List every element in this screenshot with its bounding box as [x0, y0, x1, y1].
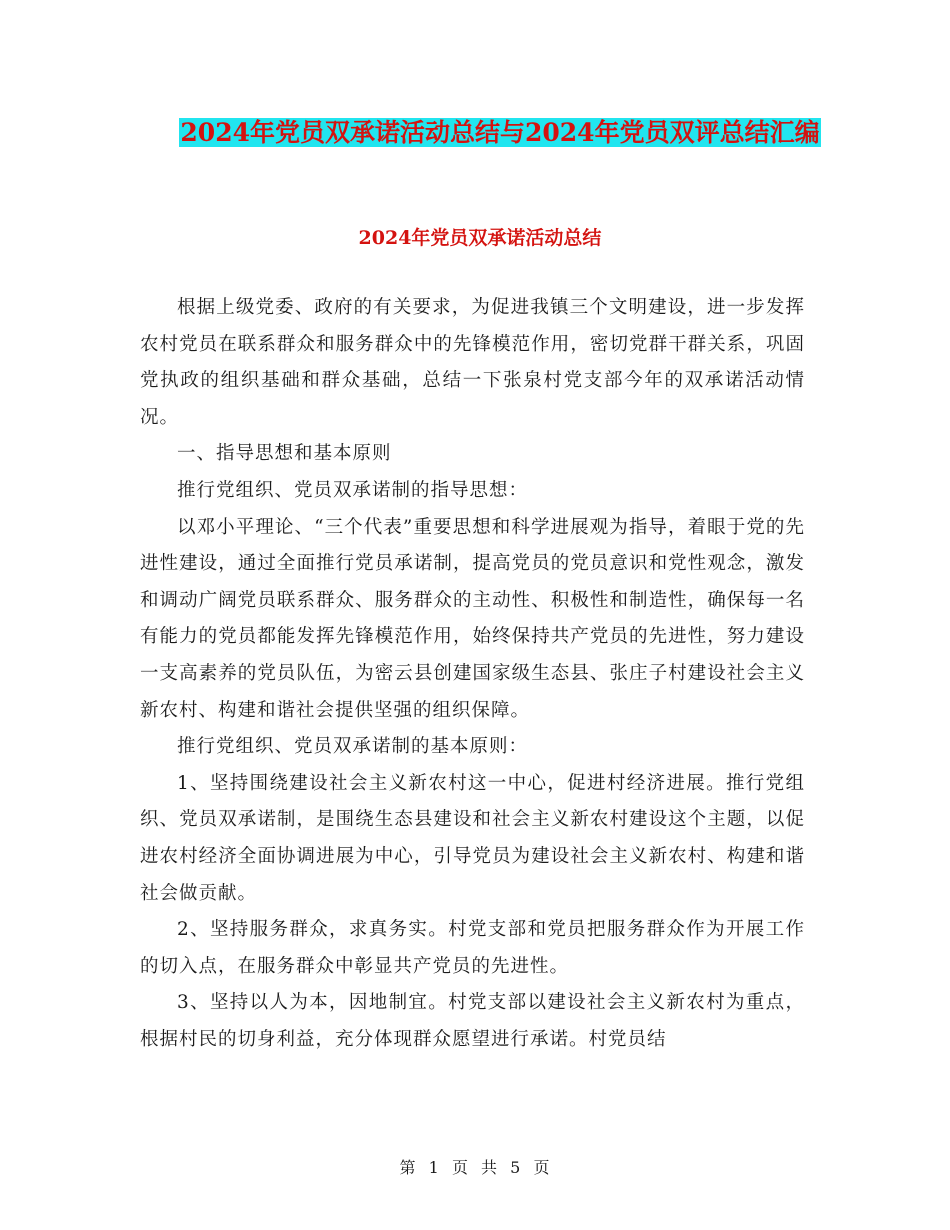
body-paragraph: 推行党组织、党员双承诺制的基本原则： — [177, 736, 529, 758]
footer-page-number: 1 — [428, 1158, 440, 1177]
footer-suffix: 页 — [533, 1158, 551, 1177]
body-paragraph: 3、坚持以人为本，因地制宜。村党支部以建设社会主义新农村为重点，根据村民的切身利益，充分体现群众愿望进行承诺。村党员结 — [140, 992, 805, 1050]
section-title: 2024年党员双承诺活动总结 — [358, 227, 602, 249]
footer-mid: 页 — [451, 1158, 469, 1177]
document-body — [140, 290, 805, 1058]
footer-total-prefix: 共 — [481, 1158, 499, 1177]
body-paragraph: 根据上级党委、政府的有关要求，为促进我镇三个文明建设，进一步发挥农村党员在联系群众和服务群众中的先锋模范作用，密切党群干群关系，巩固党执政的组织基础和群众基础，总结一下张泉村党支部今年的双承诺活动情况。 — [140, 297, 805, 428]
document-title — [140, 112, 860, 154]
body-paragraph: 以邓小平理论、“三个代表”重要思想和科学进展观为指导，着眼于党的先进性建设，通过全面推行党员承诺制，提高党员的党员意识和党性观念，激发和调动广阔党员联系群众、服务群众的主动性、积极性和制造性，确保每一名有能力的党员都能发挥先锋模范作用，始终保持共产党员的先进性，努力建设一支高素养的党员队伍，为密云县创建国家级生态县、张庄子村建设社会主义新农村、构建和谐社会提供坚强的组织保障。 — [140, 516, 805, 721]
footer-prefix: 第 — [399, 1158, 417, 1177]
section-heading: 一、指导思想和基本原则 — [177, 443, 392, 465]
body-paragraph: 推行党组织、党员双承诺制的指导思想： — [177, 479, 529, 501]
page-footer — [0, 1155, 950, 1178]
document-title-text: 2024年党员双承诺活动总结与2024年党员双评总结汇编 — [180, 118, 820, 147]
body-paragraph: 1、坚持围绕建设社会主义新农村这一中心，促进村经济进展。推行党组织、党员双承诺制，是围绕生态县建设和社会主义新农村建设这个主题，以促进农村经济全面协调进展为中心，引导党员为建设社会主义新农村、构建和谐社会做贡献。 — [140, 772, 805, 904]
body-paragraph: 2、坚持服务群众，求真务实。村党支部和党员把服务群众作为开展工作的切入点，在服务群众中彰显共产党员的先进性。 — [140, 919, 805, 977]
footer-total-pages: 5 — [510, 1158, 522, 1177]
